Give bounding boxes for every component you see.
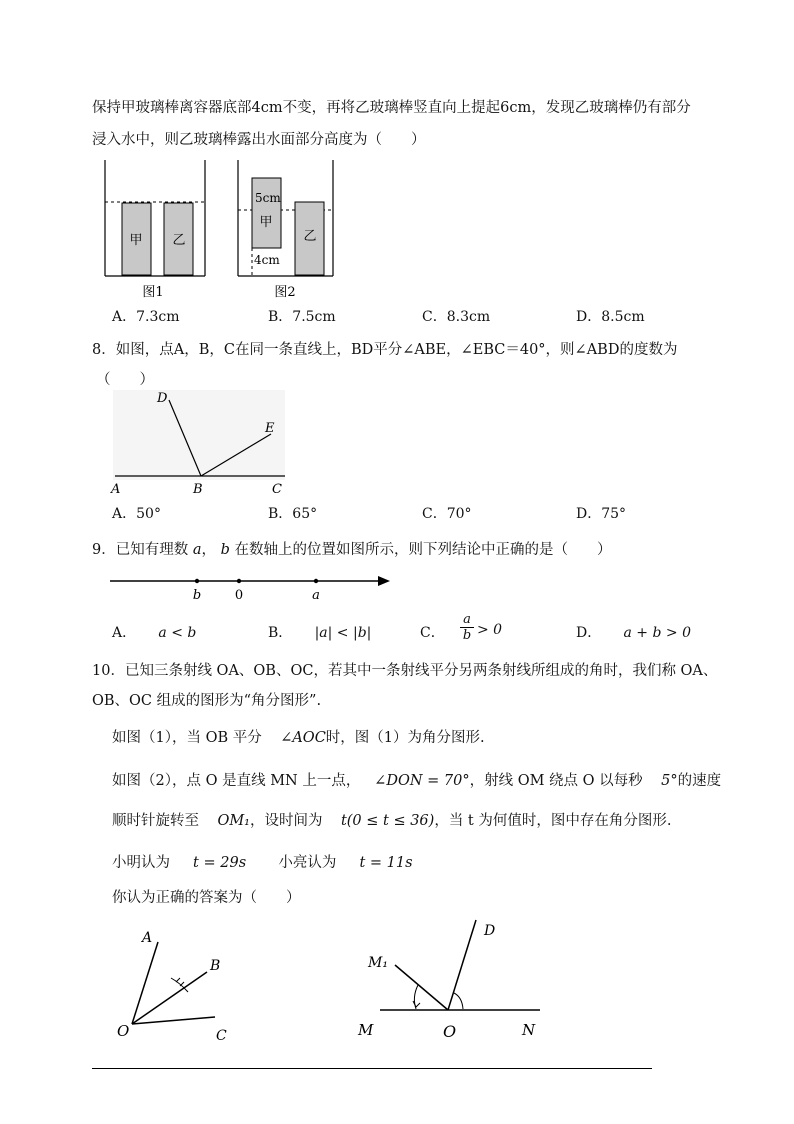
q8-option-c[interactable]: C．70° — [422, 506, 472, 522]
q10-fig1-label-b: B — [210, 958, 221, 974]
q7-option-b[interactable]: B．7.5cm — [268, 309, 336, 325]
q10-fig1-ray-oa — [132, 942, 158, 1024]
q10-fig2-ray-od — [448, 920, 476, 1010]
q7-line1: 保持甲玻璃棒离容器底部4cm不变，再将乙玻璃棒竖直向上提起6cm，发现乙玻璃棒仍有部分 — [92, 100, 691, 116]
q9-option-c-rest: > 0 — [477, 622, 503, 638]
q9-point-zero — [237, 579, 241, 583]
q7-line2: 浸入水中，则乙玻璃棒露出水面部分高度为（ ） — [92, 132, 426, 148]
q8-label-a: A — [111, 482, 121, 497]
q7-fig2-caption: 图2 — [274, 285, 296, 300]
q8-option-b[interactable]: B．65° — [268, 506, 318, 522]
q8-option-a[interactable]: A．50° — [112, 506, 161, 522]
q10-line3: 如图（1），当 OB 平分 ∠AOC时，图（1）为角分图形. — [112, 730, 485, 746]
q7-fig2-rod-a-label: 甲 — [259, 215, 273, 230]
q10-fig2-label-d: D — [484, 923, 496, 939]
q7-fig2-rod-b-label: 乙 — [303, 229, 317, 244]
q10-fig1-label-a: A — [142, 930, 153, 946]
q10-line2: OB、OC 组成的图形为“角分图形”. — [92, 693, 322, 709]
q9-option-c[interactable]: C． — [420, 625, 445, 641]
q8-figure — [105, 388, 290, 498]
q8-label-d: D — [157, 391, 168, 406]
q10-fig1-label-c: C — [216, 1028, 227, 1044]
q9-axis-label-b: b — [192, 588, 202, 602]
q9-line1: 9．已知有理数 a， b 在数轴上的位置如图所示，则下列结论中正确的是（ ） — [92, 542, 612, 558]
q7-fig2-rod-a — [252, 178, 281, 248]
q10-fig2-ray-om1 — [395, 965, 448, 1010]
q7-option-c[interactable]: C．8.3cm — [422, 309, 491, 325]
q10-fig1-ray-oc — [132, 1017, 215, 1024]
q8-label-e: E — [265, 421, 275, 436]
q9-option-d[interactable]: D． a + b > 0 — [576, 625, 691, 641]
q9-axis-label-a: a — [312, 588, 320, 602]
q9-option-b[interactable]: B． |a| < |b| — [268, 625, 372, 641]
q8-line2: （ ） — [96, 372, 154, 388]
q9-point-a — [314, 579, 318, 583]
q10-line6: 小明认为 t = 29s 小亮认为 t = 11s — [112, 855, 413, 871]
q10-fig2-label-m1: M₁ — [368, 955, 388, 971]
q9-axis-label-zero: 0 — [234, 588, 244, 602]
q10-line4: 如图（2），点 O 是直线 MN 上一点， ∠DON = 70°，射线 OM 绕点 O 以每秒 5°的速度 — [112, 773, 722, 789]
q7-option-d[interactable]: D．8.5cm — [576, 309, 645, 325]
q8-line1: 8．如图，点A，B，C在同一条直线上，BD平分∠ABE，∠EBC＝40°，则∠ABD的度数为 — [92, 342, 678, 358]
q10-fig2-label-n: N — [522, 1021, 536, 1039]
q10-line5: 顺时针旋转至 OM₁，设时间为 t(0 ≤ t ≤ 36)，当 t 为何值时，图中存在角分图形. — [112, 813, 672, 829]
q10-line7: 你认为正确的答案为（ ） — [112, 890, 301, 906]
page-bottom-rule — [92, 1068, 652, 1069]
q9-point-b — [195, 579, 199, 583]
q9-option-c-fraction: a b — [460, 612, 474, 643]
q10-fig1-label-o: O — [117, 1022, 130, 1040]
q10-figure-1 — [108, 920, 248, 1048]
q8-label-b: B — [193, 482, 203, 497]
q7-fig1-rod-b-label: 乙 — [172, 233, 186, 248]
q8-label-c: C — [272, 482, 282, 497]
q10-fig2-label-m: M — [358, 1021, 374, 1039]
q10-line1: 10．已知三条射线 OA、OB、OC，若其中一条射线平分另两条射线所组成的角时，我们称 OA、 — [92, 663, 718, 679]
q7-figures — [95, 158, 355, 303]
q7-fig1-rod-a-label: 甲 — [129, 233, 143, 248]
q7-fig1-caption: 图1 — [142, 285, 164, 300]
q7-fig2-container — [238, 160, 333, 300]
q9-option-a[interactable]: A． a < b — [112, 625, 197, 641]
q7-fig2-top-label: 5cm — [255, 191, 281, 205]
q10-fig1-ray-ob — [132, 972, 207, 1024]
q8-option-d[interactable]: D．75° — [576, 506, 627, 522]
q7-fig2-bottom-label: 4cm — [254, 253, 280, 267]
q10-fig2-label-o: O — [443, 1022, 457, 1041]
q7-fig1-container — [105, 160, 205, 300]
q10-figure-2 — [350, 915, 550, 1050]
q7-option-a[interactable]: A．7.3cm — [112, 309, 180, 325]
q9-number-axis — [108, 572, 393, 602]
